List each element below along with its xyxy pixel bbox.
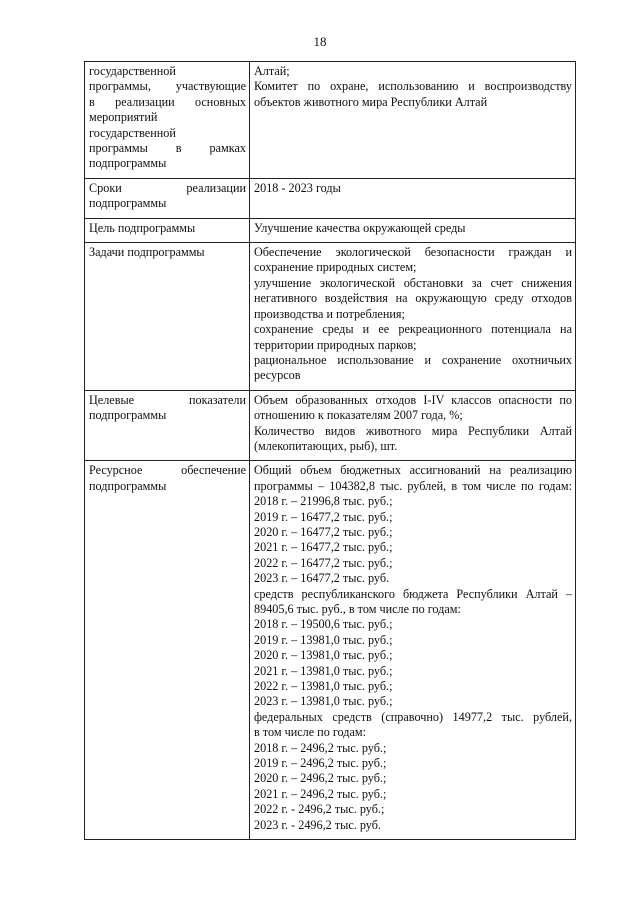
table-row bbox=[85, 178, 576, 218]
value-line: 89405,6 тыс. руб., в том числе по годам: bbox=[254, 602, 461, 616]
value-line: сохранение среды и ее рекреационного потенциала на bbox=[254, 322, 572, 337]
label-line: подпрограммы bbox=[89, 478, 167, 493]
label-line: программы, участвующие bbox=[89, 79, 246, 94]
value-line: улучшение экологической обстановки за счет снижения bbox=[254, 275, 572, 290]
value-line: 2019 г. – 16477,2 тыс. руб.; bbox=[254, 509, 393, 524]
value-line: 2018 г. – 21996,8 тыс. руб.; bbox=[254, 494, 393, 509]
value-line: 2023 г. - 2496,2 тыс. руб. bbox=[254, 817, 381, 832]
value-line: Алтай; bbox=[254, 64, 290, 78]
label-line: Задачи подпрограммы bbox=[89, 245, 205, 260]
table-row bbox=[85, 62, 576, 179]
value-line: средств республиканского бюджета Республики Алтай – bbox=[254, 586, 572, 601]
value-line: 2020 г. – 16477,2 тыс. руб.; bbox=[254, 524, 393, 539]
value-line: 2018 г. – 2496,2 тыс. руб.; bbox=[254, 740, 387, 755]
table-row bbox=[85, 243, 576, 391]
subprogram-passport-table bbox=[84, 61, 576, 840]
value-line: программы – 104382,8 тыс. рублей, в том числе по годам: bbox=[254, 478, 572, 493]
row-label bbox=[85, 390, 250, 461]
row-value bbox=[250, 218, 576, 242]
value-line: Общий объем бюджетных ассигнований на реализацию bbox=[254, 463, 572, 478]
value-line: 2022 г. - 2496,2 тыс. руб.; bbox=[254, 802, 385, 817]
value-line: 2021 г. – 2496,2 тыс. руб.; bbox=[254, 786, 387, 801]
row-value bbox=[250, 243, 576, 391]
value-line: негативного воздействия на окружающую среду отходов bbox=[254, 291, 572, 306]
value-line: 2018 г. – 19500,6 тыс. руб.; bbox=[254, 617, 393, 632]
value-line: производства и потребления; bbox=[254, 306, 405, 321]
value-line: федеральных средств (справочно) 14977,2 тыс. рублей, bbox=[254, 709, 572, 724]
value-line: 2020 г. – 2496,2 тыс. руб.; bbox=[254, 771, 387, 786]
label-line: мероприятий bbox=[89, 110, 158, 125]
row-value bbox=[250, 62, 576, 179]
label-line: государственной bbox=[89, 125, 176, 140]
label-line: подпрограммы bbox=[89, 408, 167, 423]
row-value bbox=[250, 390, 576, 461]
label-line: Ресурсное обеспечение bbox=[89, 463, 246, 478]
value-line: сохранение природных систем; bbox=[254, 260, 417, 275]
row-value bbox=[250, 178, 576, 218]
row-value bbox=[250, 461, 576, 840]
value-line: 2021 г. – 16477,2 тыс. руб.; bbox=[254, 540, 393, 555]
value-line: 2023 г. – 13981,0 тыс. руб.; bbox=[254, 694, 393, 709]
value-line: 2023 г. – 16477,2 тыс. руб. bbox=[254, 571, 390, 586]
row-label bbox=[85, 178, 250, 218]
value-line: территории природных парков; bbox=[254, 337, 417, 352]
row-label bbox=[85, 218, 250, 242]
value-line: Объем образованных отходов I-IV классов опасности по bbox=[254, 392, 572, 407]
table-row bbox=[85, 218, 576, 242]
value-line: в том числе по годам: bbox=[254, 725, 366, 740]
value-line: рациональное использование и сохранение охотничьих bbox=[254, 352, 572, 367]
value-line: 2022 г. – 13981,0 тыс. руб.; bbox=[254, 679, 393, 694]
value-line: 2019 г. – 13981,0 тыс. руб.; bbox=[254, 632, 393, 647]
page-number: 18 bbox=[313, 34, 327, 49]
value-line: объектов животного мира Республики Алтай bbox=[254, 94, 488, 109]
row-label bbox=[85, 243, 250, 391]
value-line: (млекопитающих, рыб), шт. bbox=[254, 438, 398, 453]
value-line: 2020 г. – 13981,0 тыс. руб.; bbox=[254, 648, 393, 663]
label-line: Сроки реализации bbox=[89, 180, 246, 195]
table-row bbox=[85, 390, 576, 461]
value-line: Улучшение качества окружающей среды bbox=[254, 220, 466, 235]
label-line: подпрограммы bbox=[89, 196, 167, 211]
label-line: Цель подпрограммы bbox=[89, 220, 196, 235]
label-line: в реализации основных bbox=[89, 94, 246, 109]
table-row bbox=[85, 461, 576, 840]
value-line: 2018 - 2023 годы bbox=[254, 180, 341, 195]
label-line: подпрограммы bbox=[89, 156, 167, 171]
value-line: 2019 г. – 2496,2 тыс. руб.; bbox=[254, 756, 387, 771]
label-line: Целевые показатели bbox=[89, 392, 246, 407]
value-line: Комитет по охране, использованию и воспроизводству bbox=[254, 79, 572, 94]
value-line: отношению к показателям 2007 года, %; bbox=[254, 408, 463, 423]
value-line: 2021 г. – 13981,0 тыс. руб.; bbox=[254, 663, 393, 678]
value-line: ресурсов bbox=[254, 368, 301, 383]
value-line: Обеспечение экологической безопасности граждан и bbox=[254, 245, 572, 260]
label-line: государственной bbox=[89, 64, 176, 78]
value-line: 2022 г. – 16477,2 тыс. руб.; bbox=[254, 555, 393, 570]
value-line: Количество видов животного мира Республики Алтай bbox=[254, 423, 572, 438]
row-label bbox=[85, 62, 250, 179]
label-line: программы в рамках bbox=[89, 141, 246, 156]
row-label bbox=[85, 461, 250, 840]
